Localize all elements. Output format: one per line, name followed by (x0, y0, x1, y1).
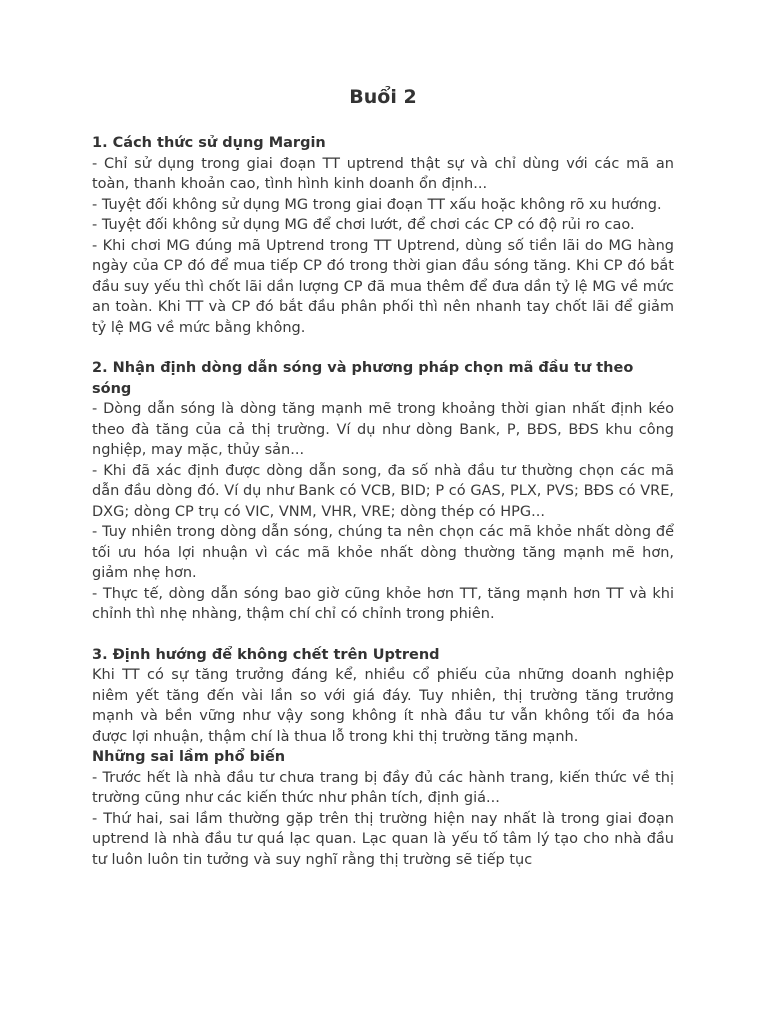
paragraph: - Tuyệt đối không sử dụng MG trong giai đoạn TT xấu hoặc không rõ xu hướng. (92, 196, 662, 213)
paragraph: - Trước hết là nhà đầu tư chưa trang bị đầy đủ các hành trang, kiến thức về thị trường cũng như các kiến thức như phân tích, định giá... (92, 769, 674, 806)
paragraph: - Thứ hai, sai lầm thường gặp trên thị trường hiện nay nhất là trong giai đoạn uptrend là nhà đầu tư quá lạc quan. Lạc quan là yếu tố tâm lý tạo cho nhà đầu tư luôn luôn tin tưởng và suy nghĩ rằng thị trường sẽ tiếp tục (92, 810, 674, 868)
paragraph: - Khi đã xác định được dòng dẫn song, đa số nhà đầu tư thường chọn các mã dẫn đầu dòng đó. Ví dụ như Bank có VCB, BID; P có GAS, PLX, PVS; BĐS có VRE, DXG; dòng CP trụ có VIC, VNM, VHR, VRE; dòng thép có HPG... (92, 462, 674, 520)
section-uptrend (92, 645, 674, 871)
paragraph: - Dòng dẫn sóng là dòng tăng mạnh mẽ trong khoảng thời gian nhất định kéo theo đà tăng của cả thị trường. Ví dụ như dòng Bank, P, BĐS, BĐS khu công nghiệp, may mặc, thủy sản... (92, 401, 674, 458)
paragraph: Khi TT có sự tăng trưởng đáng kể, nhiều cổ phiếu của những doanh nghiệp niêm yết tăng đến vài lần so với giá đáy. Tuy nhiên, thị trường tăng trưởng mạnh và bền vững như vậy song không ít nhà đầu tư vẫn không tối đa hóa được lợi nhuận, thậm chí là thua lỗ trong khi thị trường tăng mạnh. (92, 667, 674, 745)
section-heading: 2. Nhận định dòng dẫn sóng và phương pháp chọn mã đầu tư theo sóng (92, 360, 634, 397)
section-heading: 3. Định hướng để không chết trên Uptrend (92, 646, 440, 663)
paragraph: - Thực tế, dòng dẫn sóng bao giờ cũng khỏe hơn TT, tăng mạnh hơn TT và khi chỉnh thì nhẹ nhàng, thậm chí chỉ có chỉnh trong phiên. (92, 585, 674, 622)
paragraph: - Khi chơi MG đúng mã Uptrend trong TT Uptrend, dùng số tiền lãi do MG hàng ngày của CP đó để mua tiếp CP đó trong thời gian đầu sóng tăng. Khi CP đó bắt đầu suy yếu thì chốt lãi dần lượng CP đã mua thêm để đưa dần tỷ lệ MG về mức an toàn. Khi TT và CP đó bắt đầu phân phối thì nên nhanh tay chốt lãi để giảm tỷ lệ MG về mức bằng không. (92, 237, 674, 336)
document-page (92, 80, 674, 890)
paragraph: - Tuy nhiên trong dòng dẫn sóng, chúng ta nên chọn các mã khỏe nhất dòng để tối ưu hóa lợi nhuận vì các mã khỏe nhất dòng thường tăng mạnh mẽ hơn, giảm nhẹ hơn. (92, 524, 674, 581)
section-margin (92, 133, 674, 338)
document-title: Buổi 2 (349, 86, 417, 108)
paragraph: - Chỉ sử dụng trong giai đoạn TT uptrend thật sự và chỉ dùng với các mã an toàn, thanh khoản cao, tình hình kinh doanh ổn định... (92, 155, 674, 192)
section-leading-wave (92, 358, 674, 625)
subsection-heading: Những sai lầm phổ biến (92, 749, 286, 765)
section-heading: 1. Cách thức sử dụng Margin (92, 135, 326, 151)
paragraph: - Tuyệt đối không sử dụng MG để chơi lướt, để chơi các CP có độ rủi ro cao. (92, 217, 635, 233)
